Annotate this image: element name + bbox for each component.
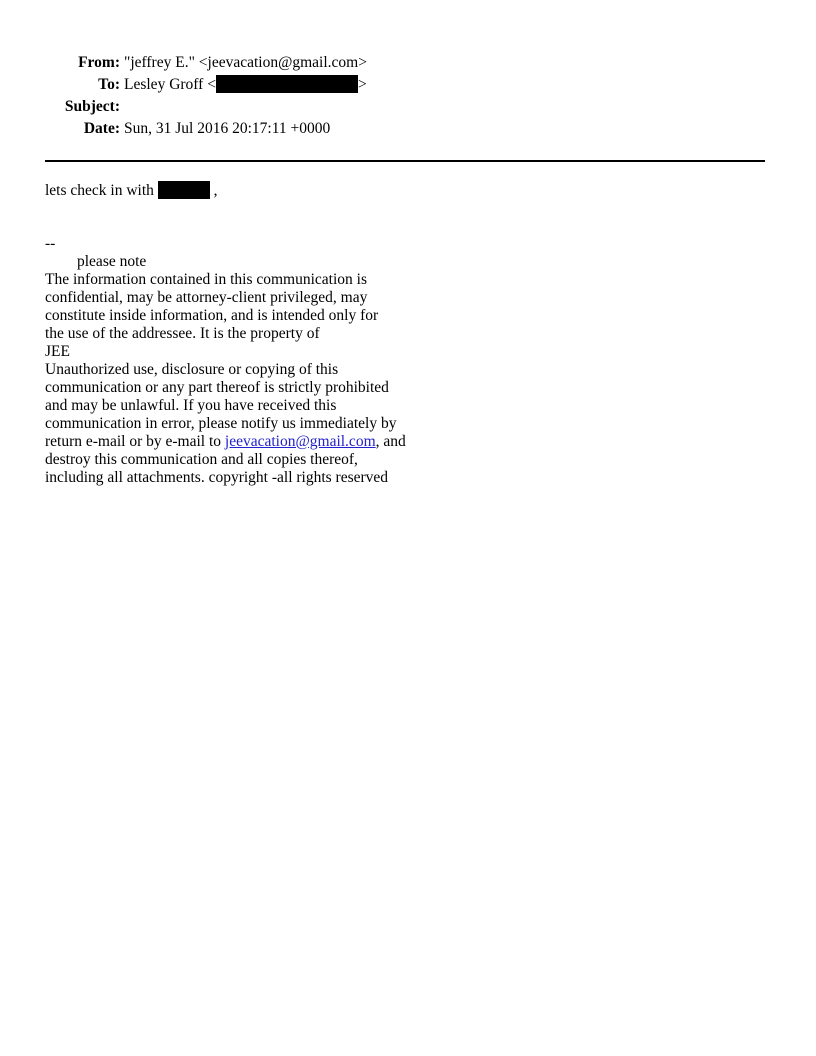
date-label: Date: xyxy=(83,120,120,137)
disclaimer-line: Unauthorized use, disclosure or copying of this xyxy=(45,361,339,378)
greeting-suffix: , xyxy=(213,182,218,199)
name-redaction xyxy=(158,181,210,199)
blank-line xyxy=(45,199,465,217)
from-label: From: xyxy=(78,54,120,71)
to-value-suffix: > xyxy=(357,76,367,93)
disclaimer-line: confidential, may be attorney-client privileged, may xyxy=(45,289,368,306)
disclaimer-line: communication in error, please notify us immediately by xyxy=(45,415,397,432)
return-line-prefix: return e-mail or by e-mail to xyxy=(45,433,222,450)
header-divider xyxy=(45,160,765,162)
to-value-prefix: Lesley Groff < xyxy=(124,76,216,93)
subject-label: Subject: xyxy=(64,98,120,115)
disclaimer-line: constitute inside information, and is intended only for xyxy=(45,307,379,324)
disclaimer-line: the use of the addressee. It is the property of xyxy=(45,325,320,342)
email-link[interactable]: jeevacation@gmail.com xyxy=(224,433,376,450)
disclaimer-line: JEE xyxy=(45,343,70,360)
to-label: To: xyxy=(98,76,120,93)
disclaimer-line: including all attachments. copyright -all rights reserved xyxy=(45,469,389,486)
greeting-line xyxy=(45,181,465,199)
disclaimer-line: communication or any part thereof is strictly prohibited xyxy=(45,379,389,396)
blank-line xyxy=(45,217,465,235)
disclaimer-line: destroy this communication and all copies thereof, xyxy=(45,451,358,468)
disclaimer-line: and may be unlawful. If you have received this xyxy=(45,397,337,414)
from-value: "jeffrey E." <jeevacation@gmail.com> xyxy=(124,54,367,71)
greeting-prefix: lets check in with xyxy=(45,182,154,199)
to-value xyxy=(124,74,367,96)
date-value: Sun, 31 Jul 2016 20:17:11 +0000 xyxy=(124,120,331,137)
please-note-line: please note xyxy=(77,253,147,270)
signature-separator: -- xyxy=(45,235,56,252)
to-address-redaction xyxy=(216,75,358,93)
disclaimer-line: The information contained in this communication is xyxy=(45,271,367,288)
return-email-line xyxy=(45,433,465,451)
return-line-suffix: , and xyxy=(375,433,406,450)
email-body xyxy=(45,181,465,487)
